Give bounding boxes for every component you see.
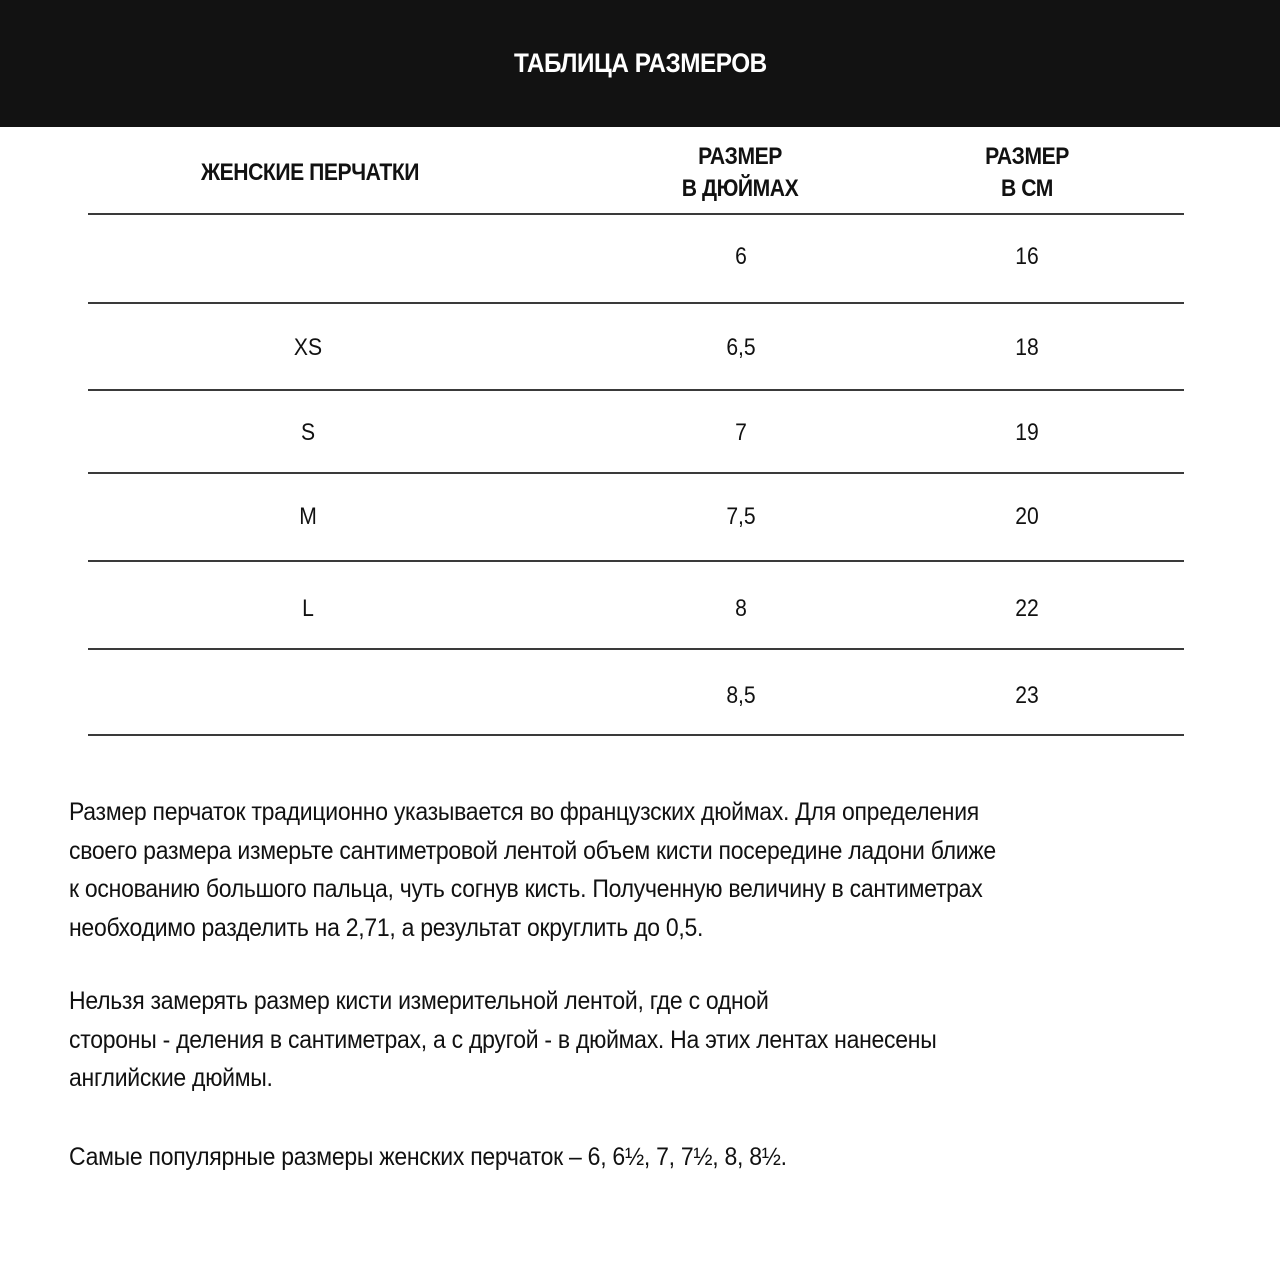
table-row [88,594,1184,624]
cm-cell: 16 [1015,243,1039,270]
cm-cell: 20 [1015,503,1039,530]
table-divider [88,389,1184,391]
table-divider [88,560,1184,562]
cm-cell: 18 [1015,334,1039,361]
size-label-cell: M [299,503,317,530]
table-divider [88,302,1184,304]
table-row [88,502,1184,532]
tape-warning-paragraph: Нельзя замерять размер кисти измерительной лентой, где с одной стороны - деления в сантиметрах, а с другой - в дюймах. На этих лентах нанесены английские дюймы. [69,987,937,1092]
inches-cell: 7 [735,419,747,446]
table-divider [88,213,1184,215]
table-divider [88,734,1184,736]
size-label-cell: XS [293,334,323,361]
table-row [88,681,1184,711]
page-title: ТАБЛИЦА РАЗМЕРОВ [513,48,767,78]
table-row [88,418,1184,448]
header-band [0,0,1280,127]
table-divider [88,472,1184,474]
column-header-womens-gloves: ЖЕНСКИЕ ПЕРЧАТКИ [200,159,420,186]
inches-cell: 8,5 [726,682,756,709]
column-header-size-inches: РАЗМЕР В ДЮЙМАХ [681,143,799,202]
inches-cell: 8 [735,595,747,622]
measurement-instructions-paragraph: Размер перчаток традиционно указывается во французских дюймах. Для определения своего размера измерьте сантиметровой лентой объем кисти посередине ладони ближе к основанию большого пальца, чуть согнув кисть. Полученную величину в сантиметрах необходимо разделить на 2,71, а результат округлить до 0,5. [69,798,996,942]
popular-sizes-paragraph: Самые популярные размеры женских перчаток – 6, 6½, 7, 7½, 8, 8½. [69,1143,787,1171]
inches-cell: 6,5 [726,334,756,361]
cm-cell: 23 [1015,682,1039,709]
table-divider [88,648,1184,650]
cm-cell: 19 [1015,419,1039,446]
table-row [88,242,1184,272]
inches-cell: 7,5 [726,503,756,530]
table-row [88,333,1184,363]
inches-cell: 6 [735,243,747,270]
size-label-cell: L [302,595,314,622]
column-header-size-cm: РАЗМЕР В СМ [985,143,1069,202]
size-label-cell: S [300,419,316,446]
cm-cell: 22 [1015,595,1039,622]
